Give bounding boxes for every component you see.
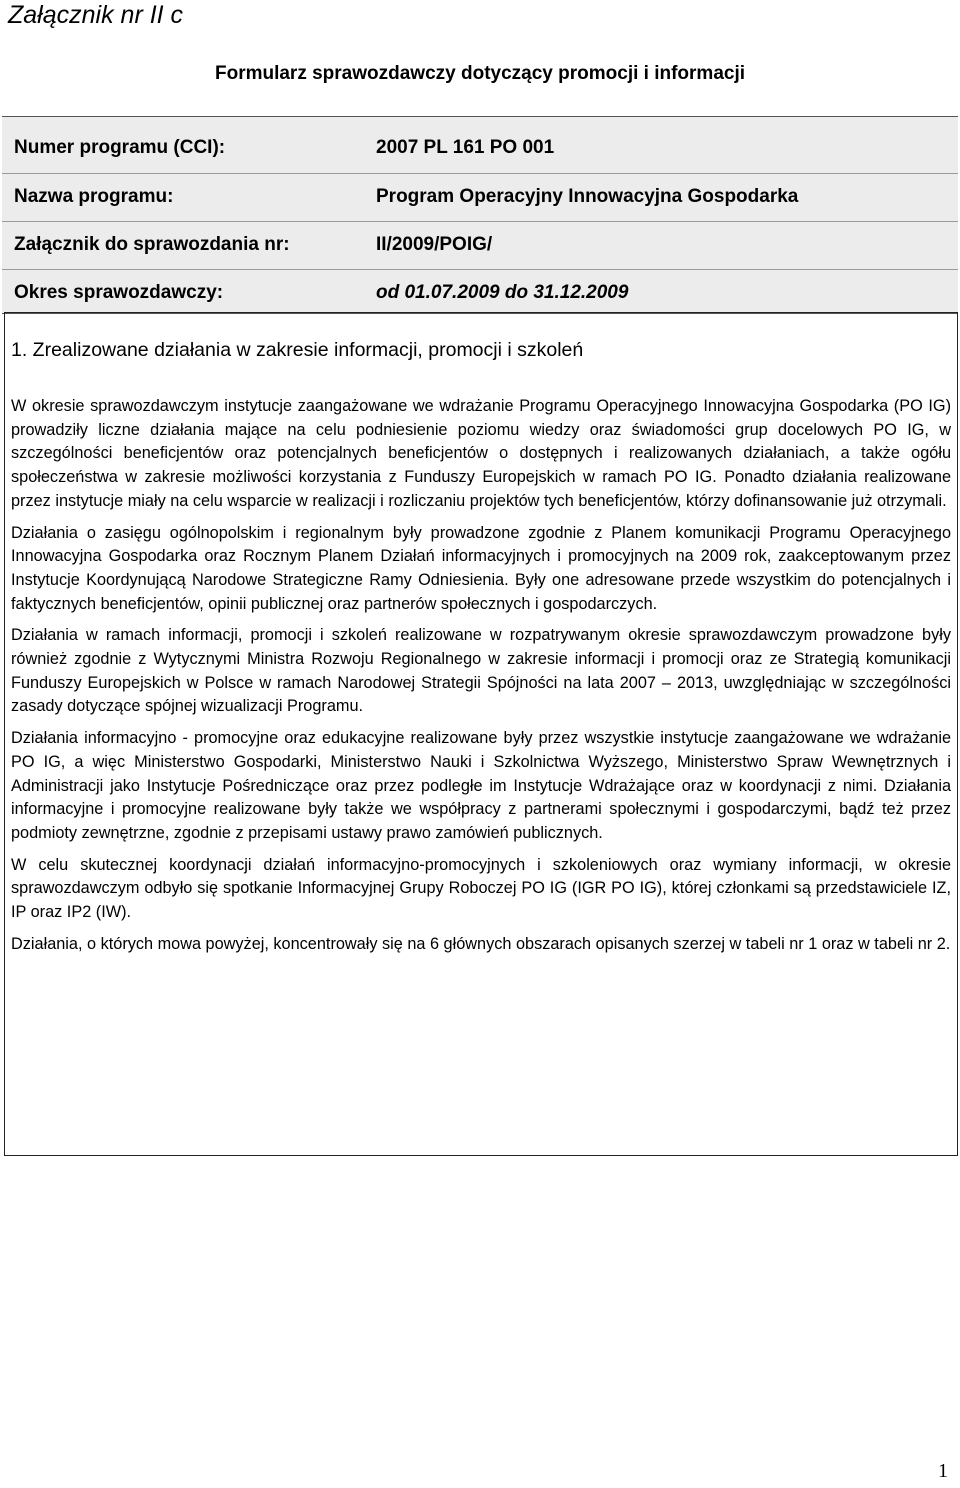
program-info-table xyxy=(2,116,958,314)
info-value: 2007 PL 161 PO 001 xyxy=(376,137,555,158)
row-divider xyxy=(2,269,958,270)
info-value: Program Operacyjny Innowacyjna Gospodarka xyxy=(376,186,799,207)
info-value: od 01.07.2009 do 31.12.2009 xyxy=(376,282,629,303)
info-value: II/2009/POIG/ xyxy=(376,234,493,255)
info-row-report-number xyxy=(14,230,958,260)
row-divider xyxy=(2,221,958,222)
section-heading: 1. Zrealizowane działania w zakresie informacji, promocji i szkoleń xyxy=(11,339,584,361)
report-section xyxy=(4,312,958,1156)
info-label: Okres sprawozdawczy: xyxy=(14,282,224,303)
paragraph: W celu skutecznej koordynacji działań informacyjno-promocyjnych i szkoleniowych oraz wymiany informacji, w okresie sprawozdawczym odbyło się spotkanie Informacyjnej Grupy Roboczej PO IG (IGR PO IG), której członkami są przedstawiciele IZ, IP oraz IP2 (IW). xyxy=(11,855,951,922)
info-row-cci xyxy=(14,133,958,163)
info-label: Załącznik do sprawozdania nr: xyxy=(14,234,290,255)
info-row-reporting-period xyxy=(14,278,958,308)
info-label: Numer programu (CCI): xyxy=(14,137,226,158)
info-row-program-name xyxy=(14,182,958,212)
paragraph: Działania w ramach informacji, promocji i szkoleń realizowane w rozpatrywanym okresie sprawozdawczym prowadzone były również zgodnie z Wytycznymi Ministra Rozwoju Regionalnego w zakresie informacji i promocji oraz ze Strategią komunikacji Funduszy Europejskich w Polsce w ramach Narodowej Strategii Spójności na lata 2007 – 2013, uwzględniając w szczególności zasady dotyczące spójnej wizualizacji Programu. xyxy=(11,626,951,716)
page-number: 1 xyxy=(938,1460,948,1482)
paragraph: W okresie sprawozdawczym instytucje zaangażowane we wdrażanie Programu Operacyjnego Innowacyjna Gospodarka (PO IG) prowadziły liczne działania mające na celu podniesienie poziomu wiedzy oraz świadomości grup docelowych PO IG, w szczególności beneficjentów oraz potencjalnych beneficjentów o dostępnych i realizowanych działaniach, a także ogółu społeczeństwa w zakresie możliwości korzystania z Funduszy Europejskich w ramach PO IG. Ponadto działania realizowane przez instytucje miały na celu wsparcie w realizacji i rozliczaniu projektów tych beneficjentów, którzy dofinansowanie już otrzymali. xyxy=(11,397,951,510)
row-divider xyxy=(2,173,958,174)
annex-title: Załącznik nr II c xyxy=(8,1,184,29)
form-title: Formularz sprawozdawczy dotyczący promocji i informacji xyxy=(214,63,746,84)
info-label: Nazwa programu: xyxy=(14,186,174,207)
paragraph: Działania informacyjno - promocyjne oraz edukacyjne realizowane były przez wszystkie instytucje zaangażowane we wdrażanie PO IG, a więc Ministerstwo Gospodarki, Ministerstwo Nauki i Szkolnictwa Wyższego, Ministerstwo Spraw Wewnętrznych i Administracji jako Instytucje Pośredniczące oraz przez podległe im Instytucje Wdrażające oraz w koordynacji z nimi. Działania informacyjne i promocyjne realizowane były także we współpracy z partnerami społecznymi i gospodarczymi, bądź też przez podmioty zewnętrzne, zgodnie z przepisami ustawy prawo zamówień publicznych. xyxy=(11,729,951,842)
paragraph: Działania o zasięgu ogólnopolskim i regionalnym były prowadzone zgodnie z Planem komunikacji Programu Operacyjnego Innowacyjna Gospodarka oraz Rocznym Planem Działań informacyjnych i promocyjnych na 2009 rok, zaakceptowanym przez Instytucje Koordynującą Narodowe Strategiczne Ramy Odniesienia. Były one adresowane przede wszystkim do potencjalnych i faktycznych beneficjentów, opinii publicznej oraz partnerów społecznych i gospodarczych. xyxy=(11,523,951,613)
section-body xyxy=(11,395,951,964)
paragraph: Działania, o których mowa powyżej, koncentrowały się na 6 głównych obszarach opisanych szerzej w tabeli nr 1 oraz w tabeli nr 2. xyxy=(11,934,951,953)
